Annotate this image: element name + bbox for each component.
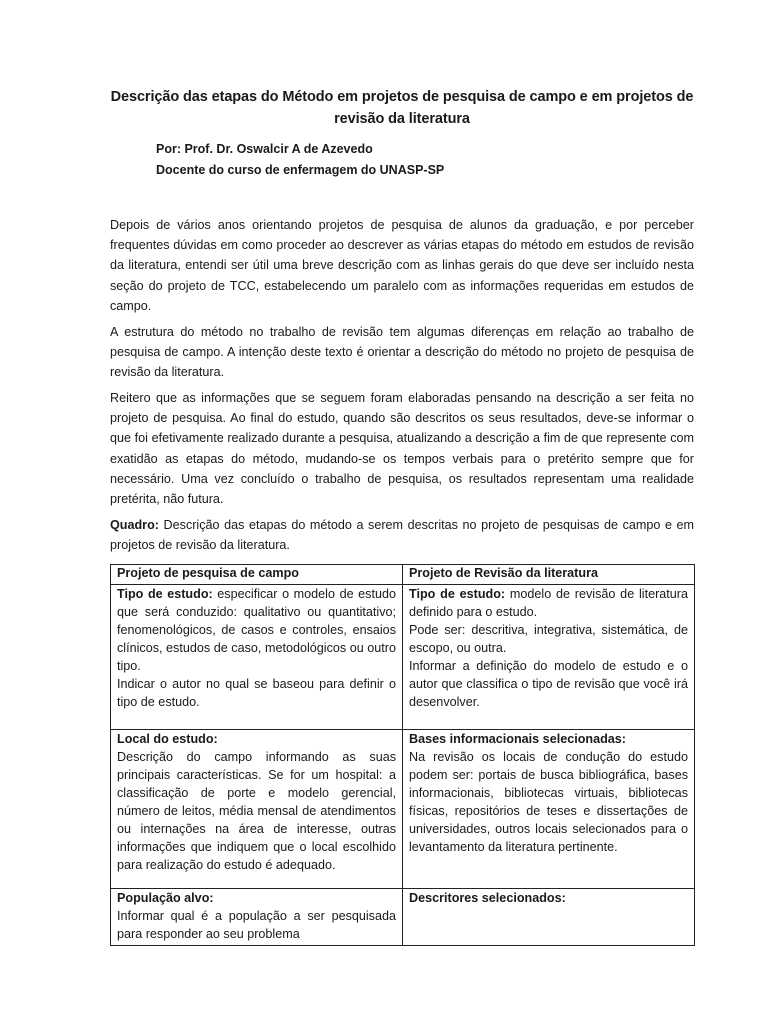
- table-header-field-research: Projeto de pesquisa de campo: [111, 565, 403, 585]
- table-cell-field-study-type: [111, 585, 403, 730]
- cell-text: Pode ser: descritiva, integrativa, sistemática, de escopo, ou outra.: [409, 623, 688, 655]
- table-header-literature-review: Projeto de Revisão da literatura: [403, 565, 695, 585]
- paragraph-reiteration: Reitero que as informações que se seguem foram elaboradas pensando na descrição a ser feita no projeto de pesquisa. Ao final do estudo, quando são descritos os seus resultados, deve-se informar o que foi efetivamente realizado durante a pesquisa, atualizando a descrição a fim de que represente com exatidão as etapas do método, mudando-se os tempos verbais para o pretérito sempre que for necessário. Uma vez concluído o trabalho de pesquisa, os resultados representam uma realidade pretérita, não futura.: [110, 391, 694, 507]
- table-cell-review-databases: [403, 730, 695, 889]
- cell-text: Indicar o autor no qual se baseou para definir o tipo de estudo.: [117, 677, 396, 709]
- cell-text: Informar qual é a população a ser pesquisada para responder ao seu problema: [117, 909, 396, 941]
- table-header-row: [111, 565, 695, 585]
- cell-text: Descrição do campo informando as suas principais características. Se for um hospital: a classificação de porte e modelo gerencial, número de leitos, média mensal de atendimentos ou internações na área de interesse, outras informações que indiquem que o local escolhido para realização do estudo é adequado.: [117, 750, 396, 872]
- table-cell-field-population: [111, 889, 403, 946]
- cell-heading: Tipo de estudo:: [117, 587, 213, 601]
- table-cell-review-descriptors: [403, 889, 695, 946]
- table-row: [111, 585, 695, 730]
- paragraph-structure: A estrutura do método no trabalho de revisão tem algumas diferenças em relação ao trabalho de pesquisa de campo. A intenção deste texto é orientar a descrição do método no projeto de pesquisa de revisão da literatura.: [110, 325, 694, 380]
- cell-heading: Bases informacionais selecionadas:: [409, 732, 626, 746]
- document-title: Descrição das etapas do Método em projetos de pesquisa de campo e em projetos de revisão da literatura: [110, 89, 694, 127]
- cell-text: Informar a definição do modelo de estudo e o autor que classifica o tipo de revisão que você irá desenvolver.: [409, 659, 688, 709]
- table-cell-field-location: [111, 730, 403, 889]
- cell-heading: População alvo:: [117, 891, 214, 905]
- quadro-caption: [110, 515, 694, 555]
- quadro-caption-text: Descrição das etapas do método a serem descritas no projeto de pesquisas de campo e em projetos de revisão da literatura.: [110, 518, 694, 553]
- table-cell-review-study-type: [403, 585, 695, 730]
- quadro-label: Quadro:: [110, 518, 159, 532]
- cell-heading: Descritores selecionados:: [409, 891, 566, 905]
- table-row: [111, 730, 695, 889]
- author-affiliation: Docente do curso de enfermagem do UNASP-SP: [156, 163, 445, 177]
- cell-heading: Local do estudo:: [117, 732, 218, 746]
- author-name: Por: Prof. Dr. Oswalcir A de Azevedo: [156, 142, 373, 156]
- cell-text: especificar o modelo de estudo que será conduzido: qualitativo ou quantitativo; fenomenológicos, de casos e controles, ensaios clínicos, estudos de caso, metodológicos ou outro tipo.: [117, 587, 396, 673]
- paragraph-intro: Depois de vários anos orientando projetos de pesquisa de alunos da graduação, e por perceber frequentes dúvidas em como proceder ao descrever as várias etapas do método em estudos de revisão da literatura, entendi ser útil uma breve descrição com as linhas gerais do que deve ser incluído nesta seção do projeto de TCC, estabelecendo um paralelo com as informações requeridas em estudos de campo.: [110, 218, 694, 313]
- method-comparison-table: [110, 564, 695, 946]
- cell-text: Na revisão os locais de condução do estudo podem ser: portais de busca bibliográfica, bases informacionais, bibliotecas virtuais, bibliotecas físicas, repositórios de teses e dissertações de universidades, outros locais selecionados para o levantamento da literatura pertinente.: [409, 750, 688, 854]
- table-row: [111, 889, 695, 946]
- author-block: [156, 139, 444, 181]
- cell-text: modelo de revisão de literatura definido para o estudo.: [409, 587, 688, 619]
- cell-heading: Tipo de estudo:: [409, 587, 506, 601]
